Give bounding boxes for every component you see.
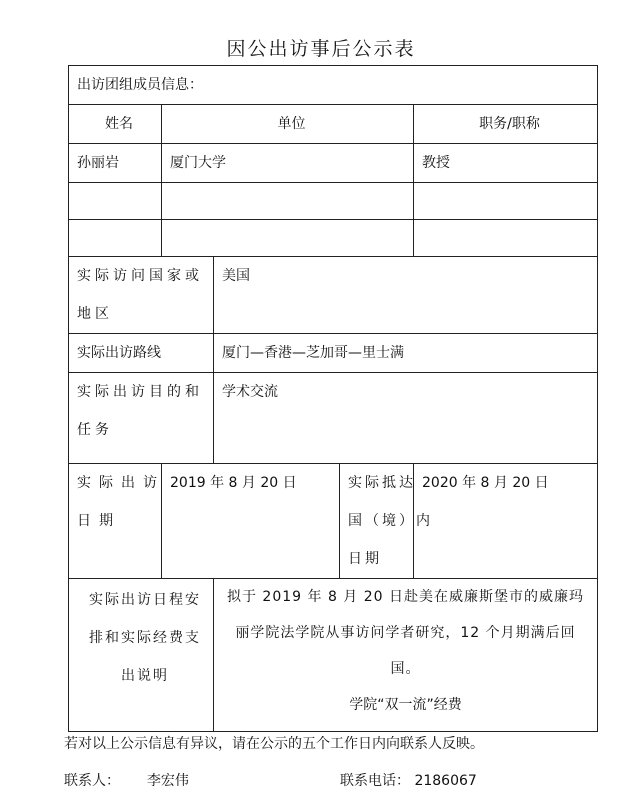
route-value: 厦门—香港—芝加哥—里士满 [214,334,598,373]
country-label [69,257,214,334]
country-label-line1: 实际访问国家或 [77,268,203,284]
depart-label [69,464,165,579]
purpose-label [69,373,214,464]
phone-number: 2186067 [414,773,477,789]
arrive-label [340,464,433,579]
column-title: 职务/职称 [414,105,598,144]
depart-label-line1: 实际出访 [77,475,165,491]
member-unit [162,220,414,257]
footer-notice: 若对以上公示信息有异议，请在公示的五个工作日内向联系人反映。 [64,736,484,752]
purpose-row [69,373,598,464]
schedule-label-line1: 实际出访日程安 [89,592,201,608]
column-unit: 单位 [162,105,414,144]
arrive-label-line1: 实际抵达 [348,475,416,491]
schedule-label-line2: 排和实际经费支 [89,630,201,646]
schedule-content [214,579,598,732]
contact-name: 李宏伟 [146,773,189,789]
member-name: 孙丽岩 [69,144,162,183]
member-unit: 厦门大学 [162,144,414,183]
country-row [69,257,598,334]
schedule-funding: 学院“双一流”经费 [349,697,462,713]
schedule-label [69,579,214,732]
column-name: 姓名 [69,105,162,144]
arrive-value: 2020 年 8 月 20 日 [414,464,598,579]
route-row [69,334,598,373]
phone-label: 联系电话： [340,773,410,789]
member-unit [162,183,414,220]
purpose-label-line2: 任务 [77,422,113,438]
member-row [69,183,598,220]
depart-value: 2019 年 8 月 20 日 [162,464,340,579]
country-label-line2: 地区 [77,306,113,322]
country-value: 美国 [214,257,598,334]
member-row [69,144,598,183]
members-header: 出访团组成员信息： [69,66,598,105]
members-columns-row [69,105,598,144]
dates-row [69,464,598,579]
members-header-row [69,66,598,105]
contact-label: 联系人： [64,773,120,789]
member-title [414,183,598,220]
member-row [69,220,598,257]
member-name [69,220,162,257]
route-label: 实际出访路线 [69,334,214,373]
purpose-label-line1: 实际出访目的和 [77,384,203,400]
footer-phone [340,770,477,790]
page-title: 因公出访事后公示表 [226,38,416,60]
member-name [69,183,162,220]
footer-contact [64,770,189,790]
schedule-label-line3: 出说明 [121,668,169,684]
member-title: 教授 [414,144,598,183]
disclosure-table [68,65,598,732]
depart-label-line2: 日期 [77,513,121,529]
arrive-label-line3: 日期 [348,551,382,567]
schedule-text: 拟于 2019 年 8 月 20 日赴美在威廉斯堡市的威廉玛丽学院法学院从事访问学者研究，12 个月期满后回国。 [226,589,585,677]
purpose-value: 学术交流 [214,373,598,464]
schedule-row [69,579,598,732]
arrive-label-line2: 国（境）内 [348,513,433,529]
member-title [414,220,598,257]
